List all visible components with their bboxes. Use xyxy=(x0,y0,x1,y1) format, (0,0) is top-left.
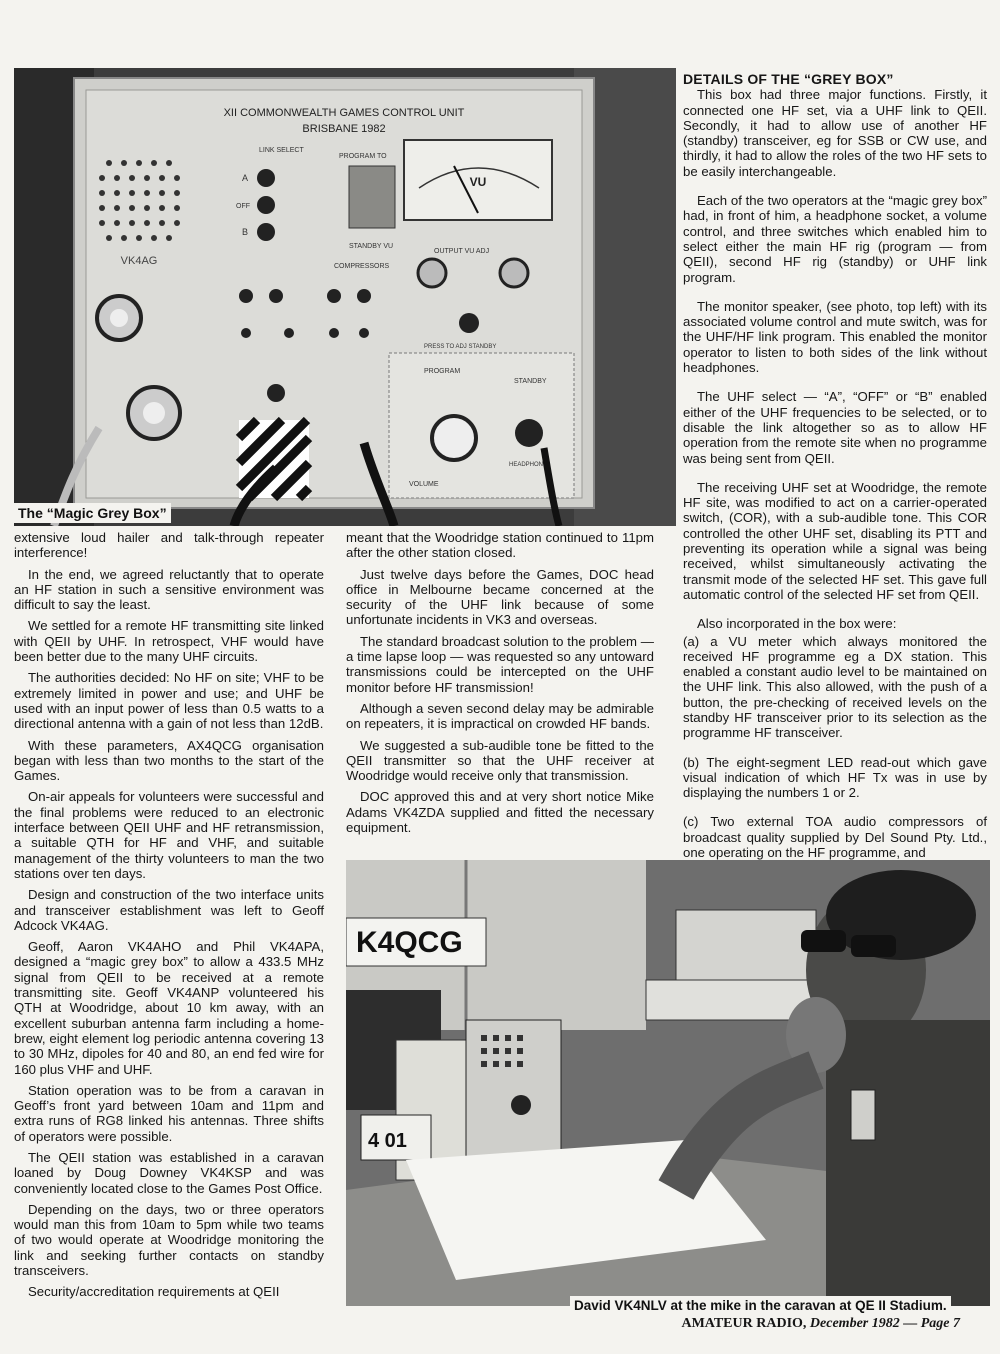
compressors-label: COMPRESSORS xyxy=(334,263,390,270)
paragraph: Each of the two operators at the “magic grey box” had, in front of him, a headphone socket, a volume control, and three switches which enabled him to select either the main HF rig (program — from QEII), second HF rig (standby) or UHF link program. xyxy=(683,193,987,285)
paragraph: Station operation was to be from a caravan in Geoff’s front yard between 10am and 11pm and extra runs of RG8 linked his antennas. Three shifts of operators were possible. xyxy=(14,1082,324,1144)
photo-magic-grey-box xyxy=(14,68,676,526)
paragraph: In the end, we agreed reluctantly that to operate an HF station in such a sensitive environment was difficult to say the least. xyxy=(14,566,324,613)
press-to-adj-button[interactable] xyxy=(459,313,479,333)
output-vu-adj-label: OUTPUT VU ADJ xyxy=(434,248,490,255)
switch-off-label: OFF xyxy=(236,203,250,210)
paragraph: The UHF select — “A”, “OFF” or “B” enabled either of the UHF frequencies to be selected, or to disable the link altogether so as to allow HF operation from the remote site when no programme was being sent from QEII. xyxy=(683,389,987,466)
headphone-label: HEADPHONE xyxy=(509,462,548,468)
page-footer xyxy=(681,1316,960,1332)
section-heading: DETAILS OF THE “GREY BOX” xyxy=(683,71,894,87)
paragraph: Depending on the days, two or three operators would man this from 10am to 5pm while two teams of two would operate at Woodridge monitoring the link and seeking further contacts on standby transceivers. xyxy=(14,1201,324,1279)
paragraph: Just twelve days before the Games, DOC head office in Melbourne became concerned at the security of the UHF link because of some unfortunate incidents in VK3 and overseas. xyxy=(346,566,654,628)
publication-name: AMATEUR RADIO, xyxy=(681,1316,807,1331)
issue-date-page: December 1982 — Page 7 xyxy=(809,1316,960,1331)
switch-a-label: A xyxy=(242,173,249,183)
paragraph: meant that the Woodridge station continued to 11pm after the other station closed. xyxy=(346,530,654,561)
paragraph: The QEII station was established in a caravan loaned by Doug Downey VK4KSP and was conveniently located close to the Games Post Office. xyxy=(14,1149,324,1196)
glasses xyxy=(801,930,846,952)
vu-label: VU xyxy=(469,175,487,189)
middle-column xyxy=(346,530,654,841)
press-to-adj-label: PRESS TO ADJ STANDBY xyxy=(424,344,497,350)
operator-volume-knob[interactable] xyxy=(432,416,476,460)
callsign-sign-text: K4QCG xyxy=(356,926,463,959)
paragraph: With these parameters, AX4QCG organisation began with less than two months to the start of the Games. xyxy=(14,737,324,784)
program-to-label: PROGRAM TO xyxy=(339,153,387,160)
paragraph: (c) Two external TOA audio compressors of broadcast quality supplied by Del Sound Pty. Ltd., one operating on the HF programme, and xyxy=(683,814,987,861)
led-readout xyxy=(349,166,395,228)
grey-box-illustration xyxy=(14,68,676,526)
paragraph: Security/accreditation requirements at QEII xyxy=(28,1284,280,1300)
toggle-switch-b[interactable] xyxy=(257,223,275,241)
clock-text: 4 01 xyxy=(368,1130,407,1152)
link-select-label: LINK SELECT xyxy=(259,147,304,154)
volume-label: VOLUME xyxy=(409,481,439,488)
caravan-illustration xyxy=(346,860,990,1306)
switch-b-label: B xyxy=(242,227,249,237)
paragraph: Also incorporated in the box were: xyxy=(697,616,897,632)
toggle-switch-a[interactable] xyxy=(257,169,275,187)
photo1-caption: The “Magic Grey Box” xyxy=(14,503,171,523)
vk4ag-label: VK4AG xyxy=(120,255,158,267)
panel-title-1: XII COMMONWEALTH GAMES CONTROL UNIT xyxy=(223,107,465,119)
output-knob-right[interactable] xyxy=(500,259,528,287)
panel-title-2: BRISBANE 1982 xyxy=(302,123,386,135)
paragraph: (b) The eight-segment LED read-out which gave visual indication of which HF Tx was in use by displaying the numbers 1 or 2. xyxy=(683,754,987,801)
toggle-switch-off[interactable] xyxy=(257,196,275,214)
standby-label: STANDBY xyxy=(514,378,547,385)
paragraph: The monitor speaker, (see photo, top left) with its associated volume control and mute switch, was for the UHF/HF link program. This enabled the monitor operator to listen to both sides of the link without headphones. xyxy=(683,298,987,376)
photo-caravan-operator xyxy=(346,860,990,1306)
program-label: PROGRAM xyxy=(424,368,461,375)
paragraph: The standard broadcast solution to the problem — a time lapse loop — was requested so any untoward transmissions could be intercepted on the UHF monitor before HF transmission! xyxy=(346,633,654,695)
standby-vu-label: STANDBY VU xyxy=(349,243,394,250)
paragraph: Design and construction of the two interface units and transceiver establishment was left to Geoff Adcock VK4AG. xyxy=(14,887,324,933)
paragraph: We suggested a sub-audible tone be fitted to the QEII transmitter so that the UHF receiver at Woodridge would receive only that transmission. xyxy=(346,737,654,784)
output-knob-left[interactable] xyxy=(418,259,446,287)
paragraph: (a) a VU meter which always monitored the received HF programme eg a DX station. This enabled a constant audio level to be maintained on the UHF link. This also allowed, with the push of a button, the pre-checking of received levels on the standby HF transceiver prior to its selection as the programme HF transceiver. xyxy=(683,633,987,741)
paragraph: The authorities decided: No HF on site; VHF to be extremely limited in power and use; and UHF be used with an input power of less than 0.5 watts to a directional antenna with a gain of not less than 12dB. xyxy=(14,670,324,732)
right-column xyxy=(683,72,987,866)
paragraph: Geoff, Aaron VK4AHO and Phil VK4APA, designed a “magic grey box” to allow a 433.5 MHz signal from QEII to be received at a remote transmitting site. Geoff VK4ANP volunteered his QTH at Woodridge, about 10 km away, with an excellent suburban antenna farm including a home-brew, eight element log periodic antenna covering 13 to 30 MHz, dipoles for 40 and 80, an end fed wire for 160 plus VHF and UHF. xyxy=(14,939,324,1077)
headphone-socket xyxy=(515,419,543,447)
paragraph: Although a seven second delay may be admirable on repeaters, it is impractical on crowded HF bands. xyxy=(346,700,654,732)
paragraph: We settled for a remote HF transmitting site linked with QEII by UHF. In retrospect, VHF would have been better due to the many UHF circuits. xyxy=(14,618,324,665)
paragraph: This box had three major functions. Firstly, it connected one HF set, via a UHF link to QEII. Secondly, it had to allow use of another HF (standby) transceiver, eg for SSB or CW use, and thirdly, it had to allow the roles of the two HF sets to be easily interchangeable. xyxy=(683,87,987,179)
paragraph: extensive loud hailer and talk-through repeater interference! xyxy=(14,530,324,561)
paragraph: On-air appeals for volunteers were successful and the final problems were reduced to an electronic interface between QEII UHF and HF retransmission, a suitable QTH for HF and VHF, and suitable management of the thirty volunteers to man the two stations over ten days. xyxy=(14,789,324,881)
left-column xyxy=(14,530,324,1306)
paragraph: The receiving UHF set at Woodridge, the remote HF site, was modified to act on a carrier-operated switch, (COR), with a sub-audible tone. This COR controlled the other UHF set, disabling its PTT and preventing its operation while a signal was being received, whilst simultaneously activating the transmit mode of the selected HF set. This gave full automatic control of the selected HF set from QEII. xyxy=(683,479,987,602)
paragraph: DOC approved this and at very short notice Mike Adams VK4ZDA supplied and fitted the necessary equipment. xyxy=(346,789,654,836)
photo2-caption: David VK4NLV at the mike in the caravan at QE II Stadium. xyxy=(570,1296,951,1315)
